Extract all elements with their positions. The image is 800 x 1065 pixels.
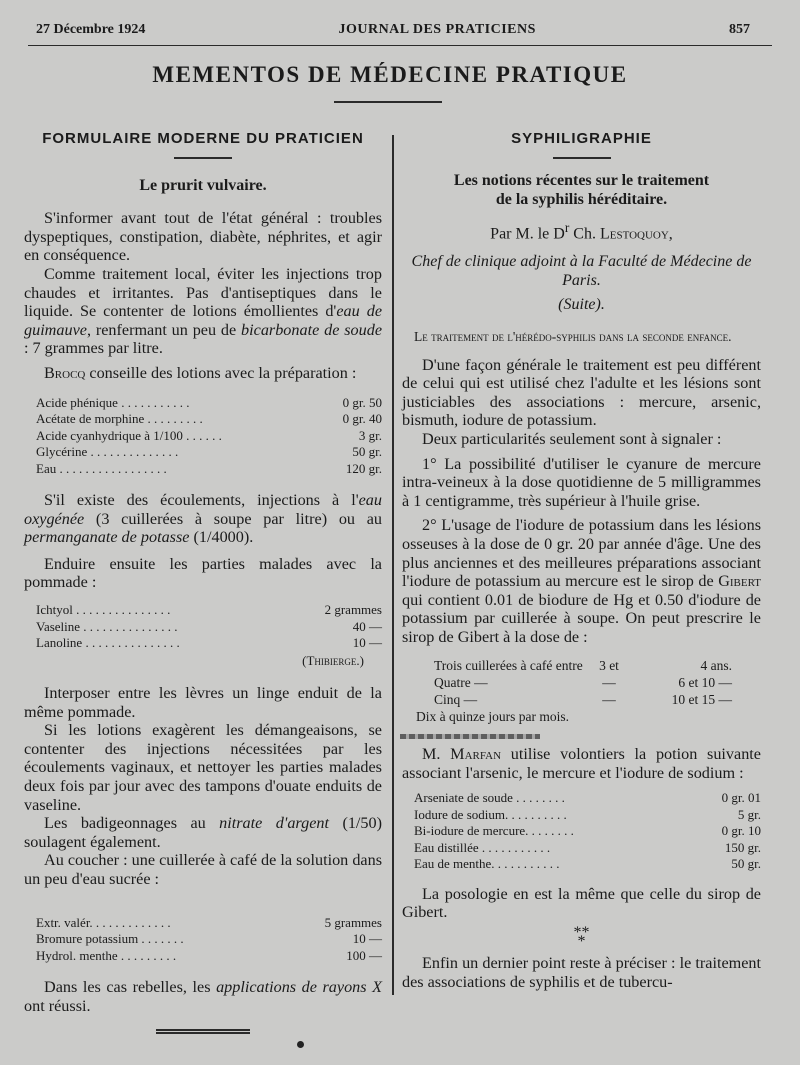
article-author: Par M. le $D^r$ Ch. Lestoquoy, xyxy=(490,219,673,242)
dose-note: Dix à quinze jours par mois. xyxy=(416,708,569,724)
dose-cell: 4 ans. xyxy=(700,657,732,673)
recipe-row xyxy=(414,840,761,857)
section-heading-syphiligraphie: SYPHILIGRAPHIE xyxy=(511,130,652,147)
section-asterism: ** * xyxy=(573,923,590,950)
recipe-row xyxy=(36,915,382,932)
ingredient-quantity: 120 gr. xyxy=(345,460,382,476)
recipe-row xyxy=(36,444,382,461)
recipe-row xyxy=(36,619,382,636)
ingredient-name: Bi-iodure de mercure. . . . . . . . xyxy=(414,823,574,839)
ingredient-name: Glycérine . . . . . . . . . . . . . . xyxy=(36,444,179,460)
recipe-row xyxy=(36,948,382,965)
paragraph: Comme traitement local, éviter les injections trop chaudes et irritantes. Pas d'antiseptiques dans le liquide. Se contenter de lotions émollientes d'eau de guimauve, renfermant un peu de bicarbonate de soude : 7 grammes par litre. xyxy=(24,264,383,358)
header-rule xyxy=(28,45,772,46)
ingredient-name: Bromure potassium . . . . . . . xyxy=(36,931,184,947)
ingredient-quantity: 5 gr. xyxy=(737,806,761,822)
dose-cell: 10 et 15 — xyxy=(671,691,732,707)
ingredient-name: Extr. valér. . . . . . . . . . . . . xyxy=(36,914,171,930)
recipe-row xyxy=(414,823,761,840)
issue-date: 27 Décembre 1924 xyxy=(36,22,146,37)
paragraph: Enduire ensuite les parties malades avec la pommade : xyxy=(24,554,382,592)
ingredient-name: Eau . . . . . . . . . . . . . . . . . xyxy=(36,460,167,476)
ingredient-quantity: 5 grammes xyxy=(324,914,382,930)
paragraph: Enfin un dernier point reste à préciser : le traitement des associations de syphilis et de tubercu- xyxy=(402,953,761,991)
continuation-note: (Suite). xyxy=(558,295,605,313)
dose-row xyxy=(434,674,761,691)
dose-cell: 3 et xyxy=(599,657,619,673)
ingredient-quantity: 10 — xyxy=(352,931,382,947)
ingredient-name: Acide phénique . . . . . . . . . . . xyxy=(36,394,190,410)
print-smear xyxy=(400,734,540,739)
recipe-row xyxy=(36,635,382,652)
recipe-solution xyxy=(36,915,382,965)
paragraph: Interposer entre les lèvres un linge enduit de la même pommade. xyxy=(24,684,382,721)
dose-cell: — xyxy=(602,691,616,707)
ingredient-quantity: 0 gr. 01 xyxy=(721,790,761,806)
paragraph: S'il existe des écoulements, injections à l'eau oxygénée (3 cuillerées à soupe par litre) ou au permanganate de potasse (1/4000). xyxy=(24,491,382,547)
recipe-row xyxy=(414,790,761,807)
recipe-potion xyxy=(414,790,761,873)
page-number: 857 xyxy=(728,22,750,37)
running-header xyxy=(36,22,750,38)
paragraph: D'une façon générale le traitement est peu différent de celui qui est utilisé chez l'adulte et les lésions sont justiciables des associations : mercure, arsenic, bismuth, iodure de potassium. xyxy=(402,355,761,430)
ingredient-quantity: 0 gr. 50 xyxy=(342,394,382,410)
column-divider xyxy=(392,135,394,995)
ingredient-quantity: 150 gr. xyxy=(724,839,761,855)
author-affiliation: Chef de clinique adjoint à la Faculté de Médecine de Paris. xyxy=(411,252,752,289)
recipe-row xyxy=(36,411,382,428)
recipe-attribution: (Thibierge.) xyxy=(302,652,364,668)
ingredient-quantity: 0 gr. 40 xyxy=(342,411,382,427)
ingredient-name: Iodure de sodium. . . . . . . . . . xyxy=(414,806,567,822)
ingredient-quantity: 0 gr. 10 xyxy=(721,823,761,839)
ingredient-quantity: 50 gr. xyxy=(731,856,761,872)
section-rule xyxy=(174,157,232,159)
ingredient-name: Acétate de morphine . . . . . . . . . xyxy=(36,411,203,427)
paragraph: S'informer avant tout de l'état général : troubles dyspeptiques, constipation, diabète, néphrites, et agir en conséquence. xyxy=(24,209,382,265)
ingredient-name: Eau distillée . . . . . . . . . . . xyxy=(414,839,551,855)
recipe-lotion xyxy=(36,395,382,478)
paragraph: La posologie en est la même que celle du sirop de Gibert. xyxy=(402,884,761,922)
dose-cell: — xyxy=(602,674,616,690)
paragraph: Brocq conseille des lotions avec la préparation : xyxy=(44,363,357,382)
ingredient-quantity: 3 gr. xyxy=(358,427,382,443)
paragraph: M. Marfan utilise volontiers la potion suivante associant l'arsenic, le mercure et l'iodure de sodium : xyxy=(402,745,761,782)
recipe-row xyxy=(414,856,761,873)
title-rule xyxy=(334,101,442,103)
section-heading-formulaire: FORMULAIRE MODERNE DU PRATICIEN xyxy=(42,130,364,147)
ingredient-name: Lanoline . . . . . . . . . . . . . . . xyxy=(36,635,180,650)
recipe-row xyxy=(36,461,382,478)
recipe-pommade xyxy=(36,602,382,652)
dose-cell: 6 et 10 — xyxy=(678,674,732,690)
paragraph: Si les lotions exagèrent les démangeaisons, se contenter des injections nécessitées par les écoulements vaginaux, et nettoyer les parties malades deux fois par jour avec des tampons d'ouate enduits de vaseline. xyxy=(24,721,382,814)
recipe-row xyxy=(414,807,761,824)
journal-name: JOURNAL DES PRATICIENS xyxy=(338,22,536,37)
paragraph: 1° La possibilité d'utiliser le cyanure de mercure intra-veineux à la dose quotidienne de 5 milligrammes à 1 centigramme, très supérieur à l'huile grise. xyxy=(402,454,761,510)
ingredient-name: Arseniate de soude . . . . . . . . xyxy=(414,790,565,806)
ingredient-name: Ichtyol . . . . . . . . . . . . . . . xyxy=(36,602,171,617)
section-rule xyxy=(553,157,611,159)
right-column xyxy=(402,120,761,991)
ingredient-name: Vaseline . . . . . . . . . . . . . . . xyxy=(36,618,178,634)
ingredient-quantity: 10 — xyxy=(352,635,382,650)
page-title: MEMENTOS DE MÉDECINE PRATIQUE xyxy=(152,62,628,87)
dose-cell: Quatre — xyxy=(434,674,488,690)
ingredient-name: Hydrol. menthe . . . . . . . . . xyxy=(36,947,177,963)
dose-cell: Cinq — xyxy=(434,691,478,707)
dose-table xyxy=(434,657,761,708)
dose-cell: Trois cuillerées à café entre xyxy=(434,657,583,673)
left-column xyxy=(24,120,382,1034)
paragraph: Au coucher : une cuillerée à café de la solution dans un peu d'eau sucrée : xyxy=(24,851,382,889)
section-intertitle: Le traitement de l'hérédo-syphilis dans la seconde enfance. xyxy=(414,329,732,345)
article-end-rule xyxy=(156,1029,250,1034)
dose-row xyxy=(434,691,761,708)
ink-dot xyxy=(297,1041,304,1048)
recipe-row xyxy=(36,602,382,619)
ingredient-quantity: 100 — xyxy=(346,947,382,963)
ingredient-quantity: 40 — xyxy=(352,618,382,634)
paragraph: Dans les cas rebelles, les applications de rayons X ont réussi. xyxy=(24,978,382,1015)
article-title: Les notions récentes sur le traitement de la syphilis héréditaire. xyxy=(453,171,710,208)
recipe-row xyxy=(36,395,382,412)
paragraph: Les badigeonnages au nitrate d'argent (1/50) soulagent également. xyxy=(24,814,383,851)
ingredient-name: Eau de menthe. . . . . . . . . . . xyxy=(414,856,560,872)
article-subtitle: Le prurit vulvaire. xyxy=(139,176,267,194)
paragraph: Deux particularités seulement sont à signaler : xyxy=(422,429,722,448)
recipe-row xyxy=(36,428,382,445)
ingredient-quantity: 50 gr. xyxy=(352,444,382,460)
ingredient-name: Acide cyanhydrique à 1/100 . . . . . . xyxy=(36,427,222,443)
ingredient-quantity: 2 grammes xyxy=(324,602,382,617)
dose-row xyxy=(434,657,761,674)
paragraph: 2° L'usage de l'iodure de potassium dans les lésions osseuses à la dose de 0 gr. 20 par année d'âge. Une des plus anciennes et des meilleures préparations associant l'iodure de potassium au mercure est le sirop de Gibert qui contient 0.01 de biodure de Hg et 0.50 d'iodure de potassium par cuillerée à soupe. On peut prescrire le sirop de Gibert à la dose de : xyxy=(402,516,761,646)
recipe-row xyxy=(36,931,382,948)
